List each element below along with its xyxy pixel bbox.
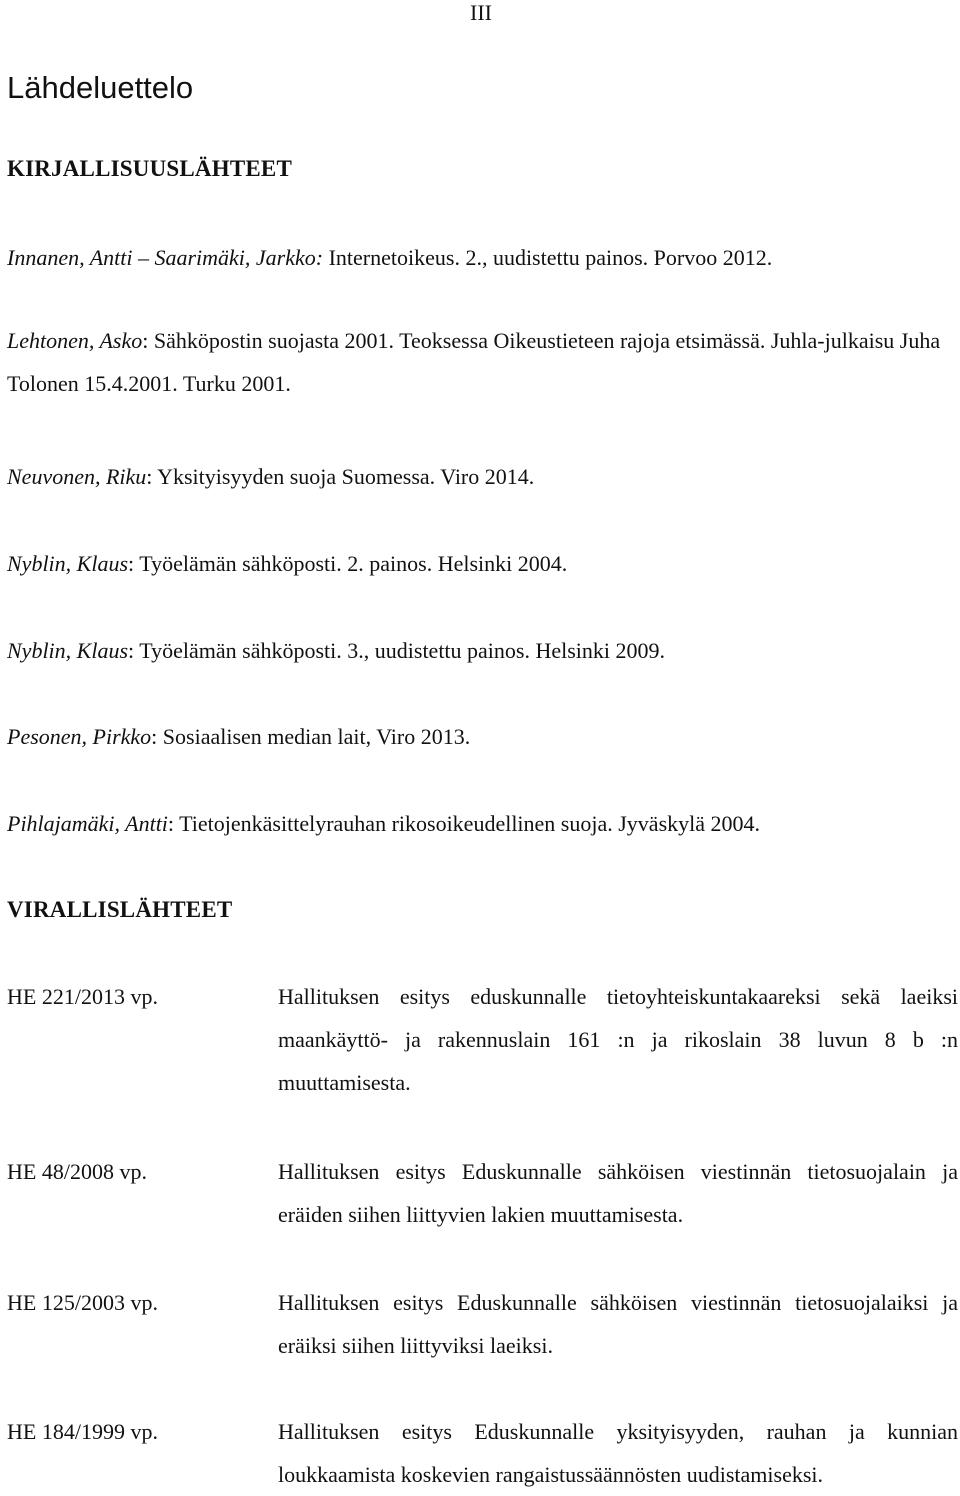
reference-entry xyxy=(7,455,952,498)
official-code: HE 125/2003 vp. xyxy=(7,1290,158,1315)
official-text: Hallituksen esitys eduskunnalle tietoyhteiskuntakaareksi sekä laeiksi maankäyttö- ja rakennuslain 161 :n ja rikoslain 38 luvun 8 b :n muuttamisesta. xyxy=(278,984,958,1095)
reference-text: : Sosiaalisen median lait, Viro 2013. xyxy=(151,724,471,749)
reference-author: Pihlajamäki, Antti xyxy=(7,811,168,836)
official-code: HE 48/2008 vp. xyxy=(7,1159,147,1184)
reference-entry xyxy=(7,319,952,405)
reference-text: : Sähköpostin suojasta 2001. Teoksessa Oikeustieteen rajoja etsimässä. Juhla-julkaisu Juha Tolonen 15.4.2001. Turku 2001. xyxy=(7,328,941,396)
reference-text: : Työelämän sähköposti. 3., uudistettu painos. Helsinki 2009. xyxy=(128,638,666,663)
literature-heading: KIRJALLISUUSLÄHTEET xyxy=(7,156,292,181)
official-code: HE 184/1999 vp. xyxy=(7,1419,158,1444)
reference-entry xyxy=(7,802,952,845)
page-title: Lähdeluettelo xyxy=(7,70,194,105)
reference-entry xyxy=(7,542,952,585)
reference-author: Innanen, Antti – Saarimäki, Jarkko: xyxy=(7,245,324,270)
reference-author: Neuvonen, Riku xyxy=(7,464,147,489)
reference-text: Internetoikeus. 2., uudistettu painos. Porvoo 2012. xyxy=(323,245,773,270)
official-heading: VIRALLISLÄHTEET xyxy=(7,897,233,922)
official-text: Hallituksen esitys Eduskunnalle yksityisyyden, rauhan ja kunnian loukkaamista koskevien rangaistussäännösten uudistamiseksi. xyxy=(278,1419,958,1487)
official-text: Hallituksen esitys Eduskunnalle sähköisen viestinnän tietosuojalain ja eräiden siihen liittyvien lakien muuttamisesta. xyxy=(278,1159,958,1227)
official-code: HE 221/2013 vp. xyxy=(7,984,158,1009)
reference-author: Lehtonen, Asko xyxy=(7,328,143,353)
reference-text: : Työelämän sähköposti. 2. painos. Helsinki 2004. xyxy=(128,551,568,576)
reference-author: Nyblin, Klaus xyxy=(7,638,129,663)
reference-author: Pesonen, Pirkko xyxy=(7,724,152,749)
reference-entry xyxy=(7,629,952,672)
reference-entry xyxy=(7,715,952,758)
reference-author: Nyblin, Klaus xyxy=(7,551,129,576)
reference-entry xyxy=(7,236,952,279)
reference-text: : Yksityisyyden suoja Suomessa. Viro 2014. xyxy=(146,464,535,489)
reference-text: : Tietojenkäsittelyrauhan rikosoikeudellinen suoja. Jyväskylä 2004. xyxy=(167,811,761,836)
official-text: Hallituksen esitys Eduskunnalle sähköisen viestinnän tietosuojalaiksi ja eräiksi siihen liittyviksi laeiksi. xyxy=(278,1290,958,1358)
page-number: III xyxy=(470,0,492,25)
